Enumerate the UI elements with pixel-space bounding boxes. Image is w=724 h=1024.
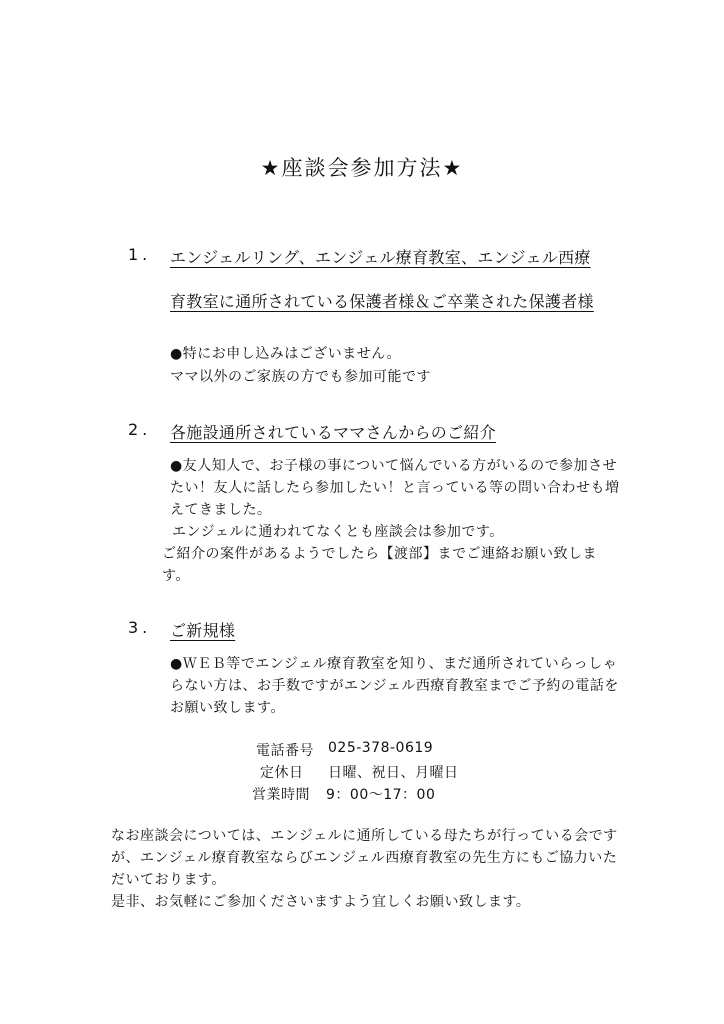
section-3-body-line-3: お願い致します。: [170, 700, 285, 716]
section-1-heading-line-2: 育教室に通所されている保護者様＆ご卒業された保護者様: [170, 292, 594, 311]
section-2-body-line-3: えてきました。: [170, 502, 272, 518]
section-3-body-line-1: ●ＷＥＢ等でエンジェル療育教室を知り、まだ通所されていらっしゃ: [170, 656, 618, 672]
phone-value: 025-378-0619: [328, 740, 434, 756]
footer-line-1: なお座談会については、エンジェルに通所している母たちが行っている会です: [111, 828, 618, 844]
business-hours-value: 9：00～17：00: [326, 787, 436, 803]
footer-line-4: 是非、お気軽にご参加くださいますよう宜しくお願い致します。: [111, 894, 531, 910]
section-2-body-line-1: ●友人知人で、お子様の事について悩んでいる方がいるので参加させ: [170, 458, 618, 474]
section-2-body-line-6: す。: [162, 568, 190, 584]
section-2-body-line-2: たい！友人に話したら参加したい！と言っている等の問い合わせも増: [170, 480, 620, 496]
section-3-heading: ご新規様: [170, 621, 236, 640]
phone-label: 電話番号: [256, 743, 314, 759]
footer-line-2: が、エンジェル療育教室ならびエンジェル西療育教室の先生方にもご協力いた: [111, 850, 618, 866]
section-2-body-line-4: エンジェルに通われてなくとも座談会は参加です。: [172, 524, 504, 540]
section-1-body-line-2: ママ以外のご家族の方でも参加可能です: [170, 369, 431, 385]
page-title: ★座談会参加方法★: [260, 156, 464, 180]
section-1-number: 1.: [128, 245, 152, 264]
closed-days-label: 定休日: [260, 765, 304, 781]
footer-line-3: だいております。: [111, 872, 226, 888]
business-hours-label: 営業時間: [252, 787, 310, 803]
closed-days-value: 日曜、祝日、月曜日: [328, 765, 459, 781]
section-2-number: 2.: [128, 420, 152, 439]
section-1-heading-line-1: エンジェルリング、エンジェル療育教室、エンジェル西療: [170, 248, 591, 267]
section-3-body-line-2: らない方は、お手数ですがエンジェル西療育教室までご予約の電話を: [170, 678, 619, 694]
section-2-body-line-5: ご紹介の案件があるようでしたら【渡部】までご連絡お願い致しま: [162, 546, 597, 562]
section-2-heading: 各施設通所されているママさんからのご紹介: [170, 423, 497, 442]
section-3-number: 3.: [128, 618, 152, 637]
section-1-body-line-1: ●特にお申し込みはございません。: [170, 346, 402, 362]
